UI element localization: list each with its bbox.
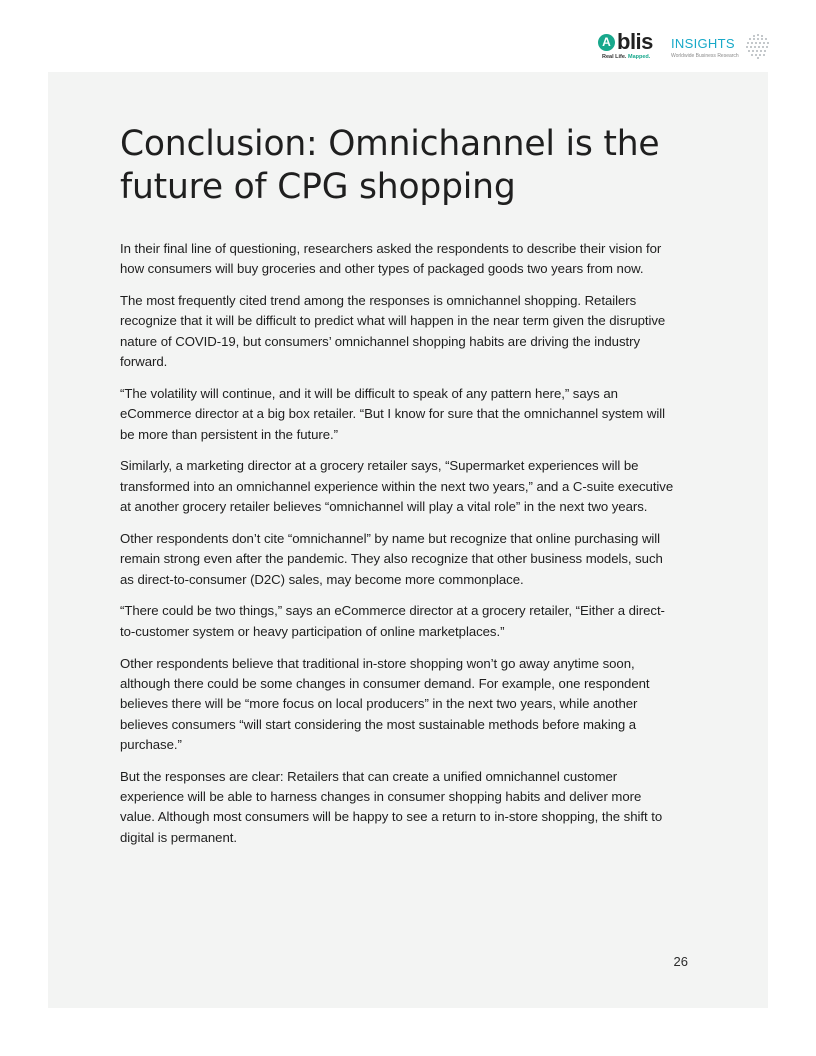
blis-tagline-dark: Real Life. (602, 54, 627, 60)
page-title: Conclusion: Omnichannel is the future of CPG shopping (120, 124, 660, 207)
insights-logo (671, 36, 781, 64)
paragraph: Similarly, a marketing director at a grocery retailer says, “Supermarket experiences will be transformed into an omnichannel experience within the next two years,” and a C-suite executive at another grocery retailer believes “omnichannel will play a vital role” in the next two years. (120, 458, 674, 515)
paragraph: But the responses are clear: Retailers that can create a unified omnichannel customer experience will be able to harness changes in consumer shopping habits and deliver more value. Although most consumers will be happy to see a return to in-store shopping, the shift to digital is permanent. (120, 768, 663, 845)
paragraph: Other respondents believe that traditional in-store shopping won’t go away anytime soon, although there could be some changes in consumer demand. For example, one respondent believes there will be “more focus on local producers” in the next two years, while another believes consumers “will start considering the most sustainable methods before making a purchase.” (120, 655, 650, 752)
blis-logo-word: blis (617, 29, 653, 54)
blis-tagline-accent: Mapped. (627, 54, 651, 60)
paragraph: “There could be two things,” says an eCommerce director at a grocery retailer, “Either a direct-to-customer system or heavy participation of online marketplaces.” (120, 603, 665, 639)
blis-logo-mark-icon: A (598, 34, 615, 51)
insights-logo-subtitle: Worldwide Business Research (671, 53, 739, 59)
paragraph: In their final line of questioning, researchers asked the respondents to describe their vision for how consumers will buy groceries and other types of packaged goods two years from now. (120, 241, 662, 277)
page-number: 26 (673, 954, 688, 969)
blis-tagline (602, 54, 650, 60)
paragraph: The most frequently cited trend among the responses is omnichannel shopping. Retailers recognize that it will be difficult to predict what will happen in the near term given the disruptive nature of COVID-19, but consumers’ omnichannel shopping habits are driving the industry forward. (120, 293, 666, 370)
paragraph: Other respondents don’t cite “omnichannel” by name but recognize that online purchasing will remain strong even after the pandemic. They also recognize that other business models, such as direct-to-consumer (D2C) sales, may become more commonplace. (120, 530, 663, 587)
blis-logo (598, 29, 658, 62)
paragraph: “The volatility will continue, and it will be difficult to speak of any pattern here,” says an eCommerce director at a big box retailer. “But I know for sure that the omnichannel system will be more than persistent in the future.” (120, 385, 665, 442)
dotted-globe-icon (744, 32, 772, 60)
page-header (0, 0, 816, 72)
article-body (120, 239, 676, 859)
insights-logo-word: INSIGHTS (671, 36, 735, 51)
